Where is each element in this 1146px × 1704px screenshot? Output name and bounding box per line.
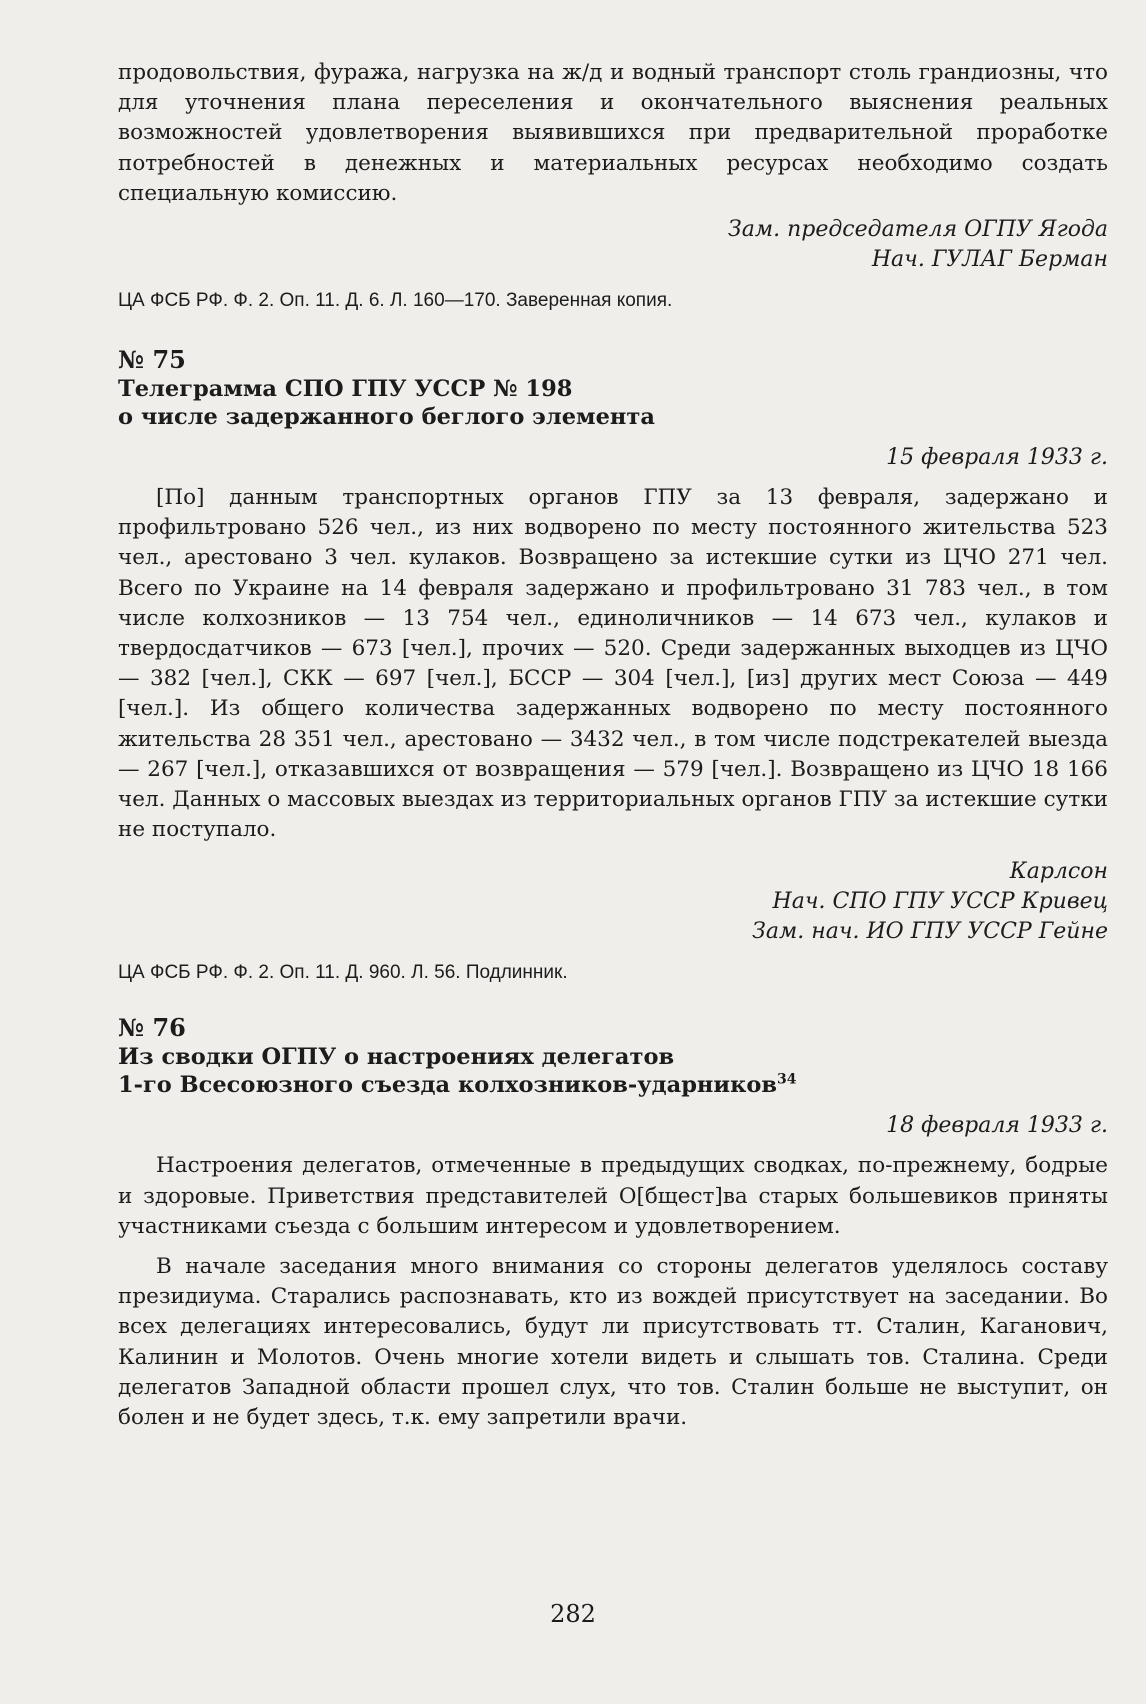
signature-karlson: Карлсон xyxy=(1009,859,1108,885)
archive-source: ЦА ФСБ РФ. Ф. 2. Оп. 11. Д. 960. Л. 56. Подлинник. xyxy=(118,962,568,984)
document-title-line2 xyxy=(118,1071,1108,1099)
signature-yagoda: Зам. председателя ОГПУ Ягода xyxy=(728,217,1108,243)
document-number: № 75 xyxy=(118,345,186,375)
signature-geine: Зам. нач. ИО ГПУ УССР Гейне xyxy=(752,919,1108,945)
footnote-marker: 34 xyxy=(776,1071,797,1088)
document-date: 18 февраля 1933 г. xyxy=(886,1113,1108,1139)
document-number: № 76 xyxy=(118,1013,186,1043)
archive-source: ЦА ФСБ РФ. Ф. 2. Оп. 11. Д. 6. Л. 160—170. Заверенная копия. xyxy=(118,290,673,312)
signature-krivets: Нач. СПО ГПУ УССР Кривец xyxy=(772,889,1108,915)
document-title-line2: о числе задержанного беглого элемента xyxy=(118,404,655,431)
title-text: 1-го Всесоюзного съезда колхозников-ударников xyxy=(118,1072,777,1099)
paragraph-moods: Настроения делегатов, отмеченные в предыдущих сводках, по-прежнему, бодрые и здоровые. Приветствия представителей О[бщест]ва старых большевиков приняты участниками съезда с большим интересом и удовлетворением. xyxy=(118,1153,1108,1239)
signature-berman: Нач. ГУЛАГ Берман xyxy=(871,247,1108,273)
document-title-line1: Телеграмма СПО ГПУ УССР № 198 xyxy=(118,376,573,403)
paragraph-commission: продовольствия, фуража, нагрузка на ж/д и водный транспорт столь грандиозны, что для уточнения плана переселения и окончательного выяснения реальных возможностей удовлетворения выявившихся при предварительной проработке потребностей в денежных и материальных ресурсах необходимо создать специальную комиссию. xyxy=(118,60,1108,206)
page-content xyxy=(118,58,1108,1433)
paragraph-telegram: [По] данным транспортных органов ГПУ за 13 февраля, задержано и профильтровано 526 чел., из них водворено по месту постоянного жительства 523 чел., арестовано 3 чел. кулаков. Возвращено за истекшие сутки из ЦЧО 271 чел. Всего по Украине на 14 февраля задержано и профильтровано 31 783 чел., в том числе колхозников — 13 754 чел., единоличников — 14 673 чел., кулаков и твердосдатчиков — 673 [чел.], прочих — 520. Среди задержанных выходцев из ЦЧО — 382 [чел.], СКК — 697 [чел.], БССР — 304 [чел.], [из] других мест Союза — 449 [чел.]. Из общего количества задержанных водворено по месту постоянного жительства 28 351 чел., арестовано — 3432 чел., в том числе подстрекателей выезда — 267 [чел.], отказавшихся от возвращения — 579 [чел.]. Возвращено из ЦЧО 18 166 чел. Данных о массовых выездах из территориальных органов ГПУ за истекшие сутки не поступало. xyxy=(118,485,1108,843)
page-number: 282 xyxy=(550,1600,596,1628)
document-title-line1: Из сводки ОГПУ о настроениях делегатов xyxy=(118,1044,675,1071)
paragraph-presidium: В начале заседания много внимания со стороны делегатов уделялось составу президиума. Старались распознавать, кто из вождей присутствует на заседании. Во всех делегациях интересовались, будут ли присутствовать тт. Сталин, Каганович, Калинин и Молотов. Очень многие хотели видеть и слышать тов. Сталина. Среди делегатов Западной области прошел слух, что тов. Сталин больше не выступит, он болен и не будет здесь, т.к. ему запретили врачи. xyxy=(118,1254,1108,1431)
document-date: 15 февраля 1933 г. xyxy=(886,445,1108,471)
